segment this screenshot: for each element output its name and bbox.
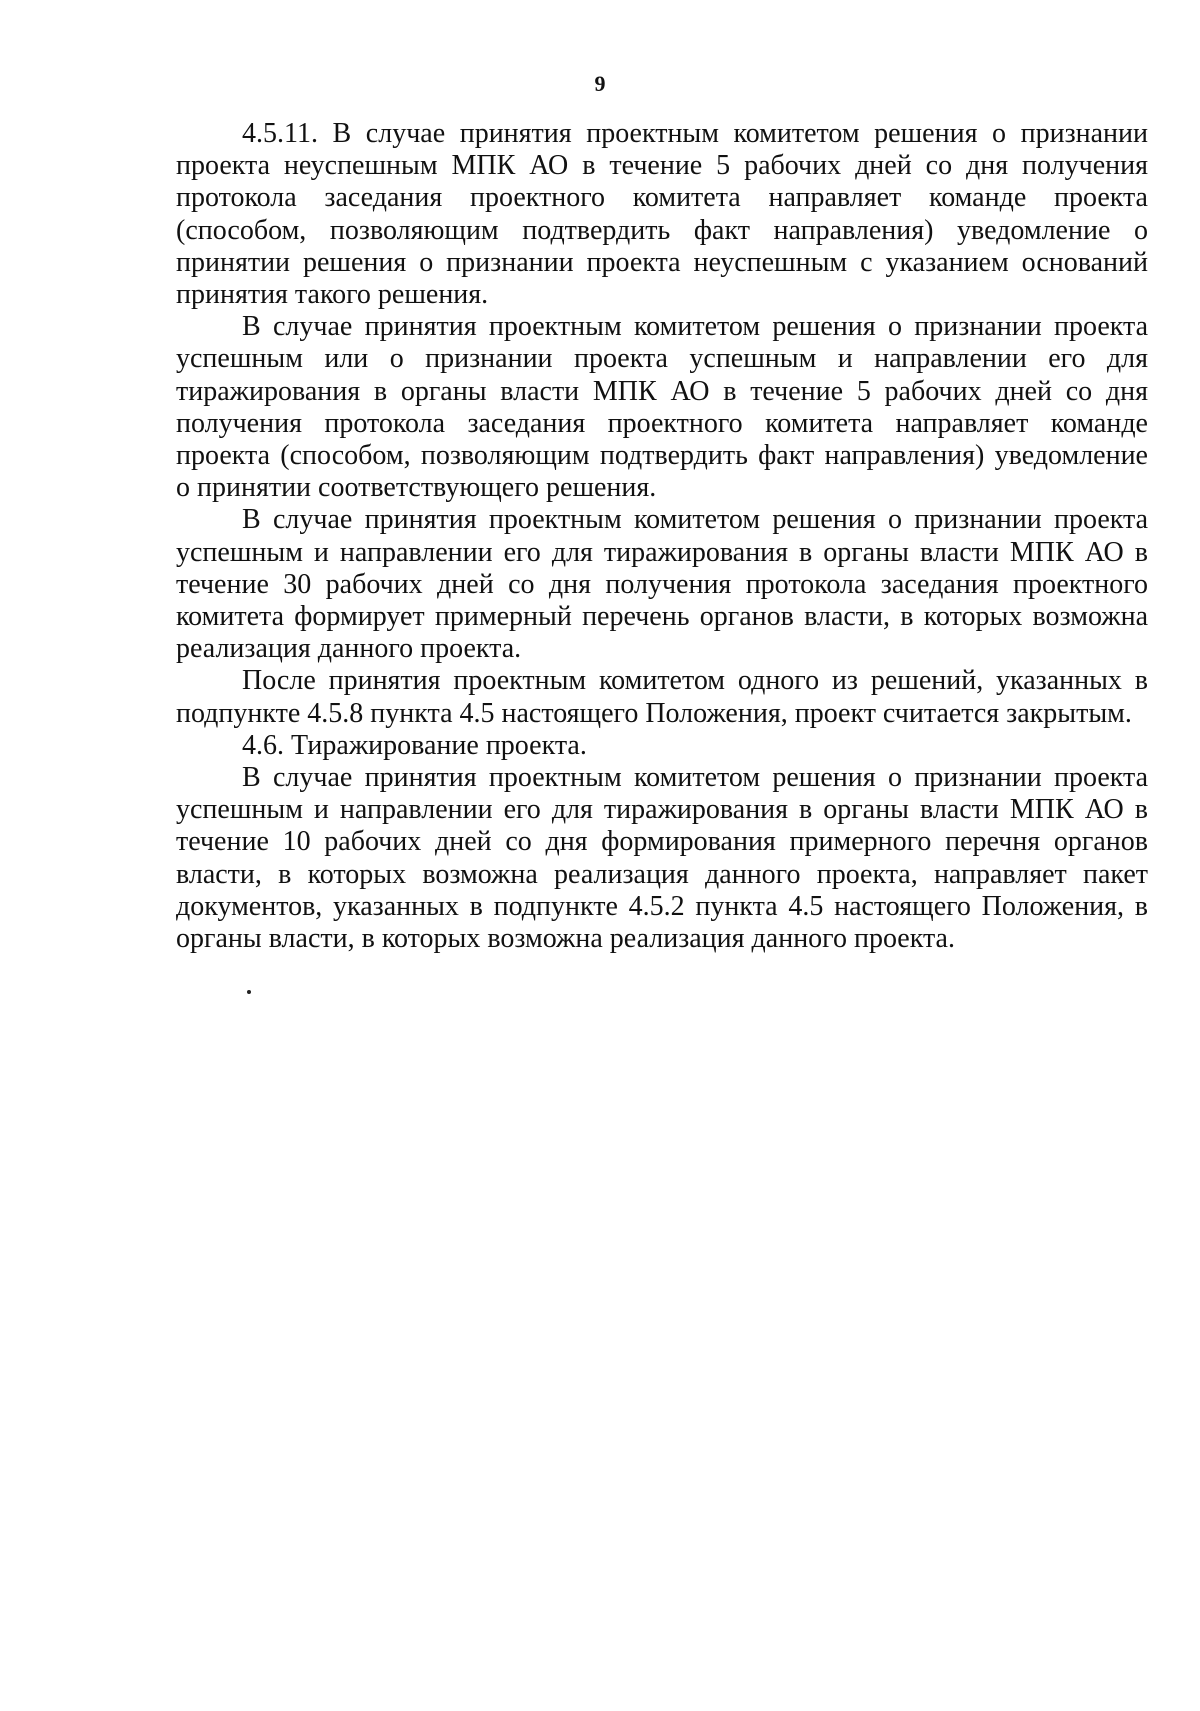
paragraph-success-notification: В случае принятия проектным комитетом решения о признании проекта успешным или о признании проекта успешным и направлении его для тиражирования в органы власти МПК АО в течение 5 рабочих дней со дня получения протокола заседания проектного комитета направляет команде проекта (способом, позволяющим подтвердить факт направления) уведомление о принятии соответствующего решения. <box>176 311 1148 504</box>
section-heading-4-6: 4.6. Тиражирование проекта. <box>242 729 587 761</box>
paragraph-replication-list: В случае принятия проектным комитетом решения о признании проекта успешным и направлении его для тиражирования в органы власти МПК АО в течение 30 рабочих дней со дня получения протокола заседания проектного комитета формирует примерный перечень органов власти, в которых возможна реализация данного проекта. <box>176 504 1148 665</box>
paragraph-4-5-11: 4.5.11. В случае принятия проектным комитетом решения о признании проекта неуспешным МПК АО в течение 5 рабочих дней со дня получения протокола заседания проектного комитета направляет команде проекта (способом, позволяющим подтвердить факт направления) уведомление о принятии решения о признании проекта неуспешным с указанием оснований принятия такого решения. <box>176 118 1148 311</box>
stray-mark <box>247 990 251 994</box>
document-body <box>176 118 1148 955</box>
paragraph-project-closed: После принятия проектным комитетом одного из решений, указанных в подпункте 4.5.8 пункта 4.5 настоящего Положения, проект считается закрытым. <box>176 665 1148 729</box>
paragraph-replication-package: В случае принятия проектным комитетом решения о признании проекта успешным и направлении его для тиражирования в органы власти МПК АО в течение 10 рабочих дней со дня формирования примерного перечня органов власти, в которых возможна реализация данного проекта, направляет пакет документов, указанных в подпункте 4.5.2 пункта 4.5 настоящего Положения, в органы власти, в которых возможна реализация данного проекта. <box>176 762 1148 955</box>
page-number: 9 <box>594 71 606 96</box>
